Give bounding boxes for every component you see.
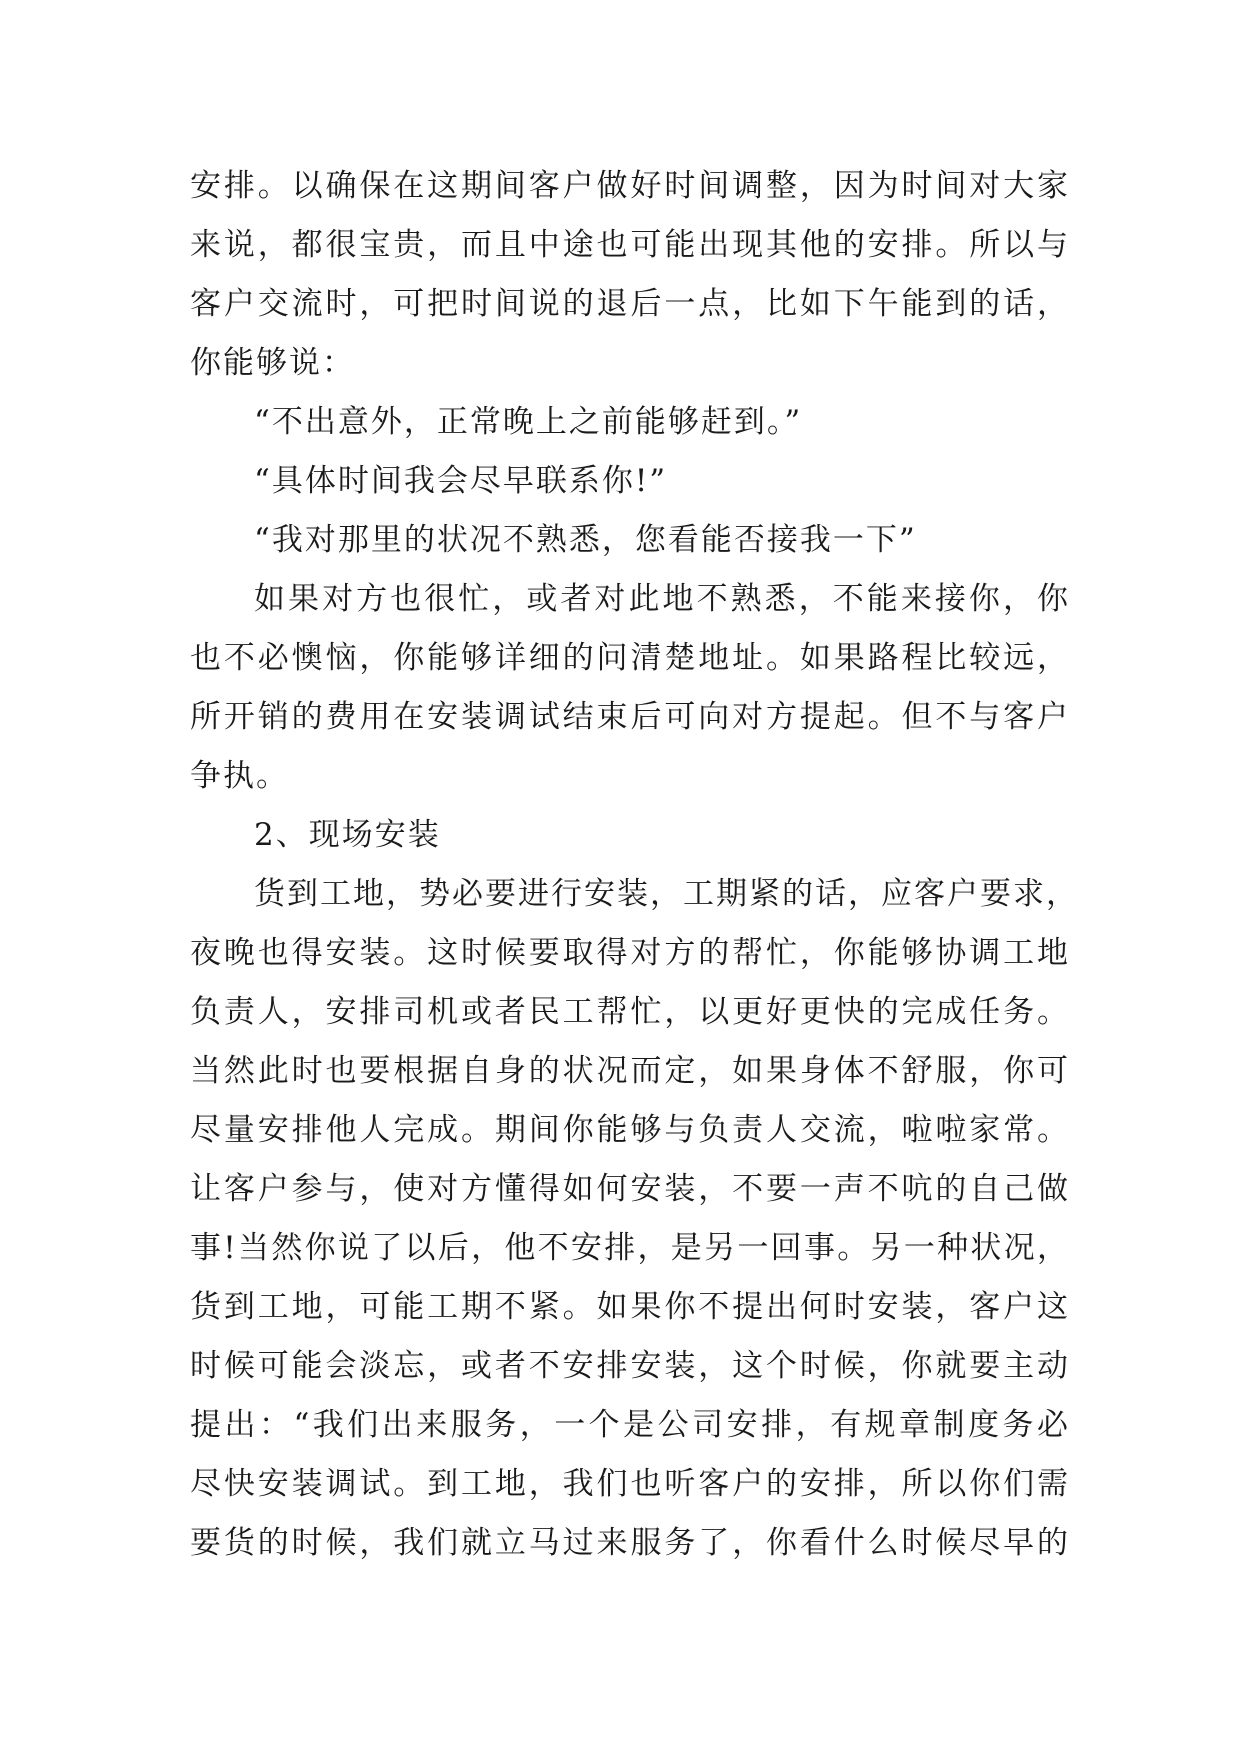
text-line: 也不必懊恼，你能够详细的问清楚地址。如果路程比较远， <box>190 640 1070 676</box>
text-line: 尽量安排他人完成。期间你能够与负责人交流，啦啦家常。 <box>190 1112 1070 1148</box>
body-text <box>190 157 1079 1573</box>
text-line: 来说，都很宝贵，而且中途也可能出现其他的安排。所以与 <box>190 227 1070 263</box>
text-line: 当然此时也要根据自身的状况而定，如果身体不舒服，你可 <box>190 1053 1070 1089</box>
text-line: 货到工地，势必要进行安装，工期紧的话，应客户要求， <box>254 876 1079 912</box>
text-line: 提出：“我们出来服务，一个是公司安排，有规章制度务必 <box>190 1407 1070 1443</box>
text-line: 让客户参与，使对方懂得如何安装，不要一声不吭的自己做 <box>190 1171 1070 1207</box>
text-line: 尽快安装调试。到工地，我们也听客户的安排，所以你们需 <box>190 1466 1070 1502</box>
text-line: 货到工地，可能工期不紧。如果你不提出何时安装，客户这 <box>190 1289 1070 1325</box>
text-line: “具体时间我会尽早联系你!” <box>254 463 668 499</box>
text-line: 如果对方也很忙，或者对此地不熟悉，不能来接你，你 <box>254 581 1070 617</box>
text-line: 安排。以确保在这期间客户做好时间调整，因为时间对大家 <box>190 168 1070 204</box>
text-line: “不出意外，正常晚上之前能够赶到。” <box>254 404 803 440</box>
text-line: 客户交流时，可把时间说的退后一点，比如下午能到的话， <box>190 286 1070 322</box>
text-line: 负责人，安排司机或者民工帮忙，以更好更快的完成任务。 <box>190 994 1070 1030</box>
text-line: 要货的时候，我们就立马过来服务了，你看什么时候尽早的 <box>190 1525 1070 1561</box>
text-line: 你能够说： <box>190 345 355 381</box>
text-line: 时候可能会淡忘，或者不安排安装，这个时候，你就要主动 <box>190 1348 1070 1384</box>
text-line: 夜晚也得安装。这时候要取得对方的帮忙，你能够协调工地 <box>190 935 1070 971</box>
text-line: 2、现场安装 <box>254 817 441 853</box>
text-line: 所开销的费用在安装调试结束后可向对方提起。但不与客户 <box>190 699 1070 735</box>
text-line: “我对那里的状况不熟悉，您看能否接我一下” <box>254 522 917 558</box>
text-line: 事!当然你说了以后，他不安排，是另一回事。另一种状况， <box>190 1230 1070 1266</box>
text-line: 争执。 <box>190 758 289 794</box>
